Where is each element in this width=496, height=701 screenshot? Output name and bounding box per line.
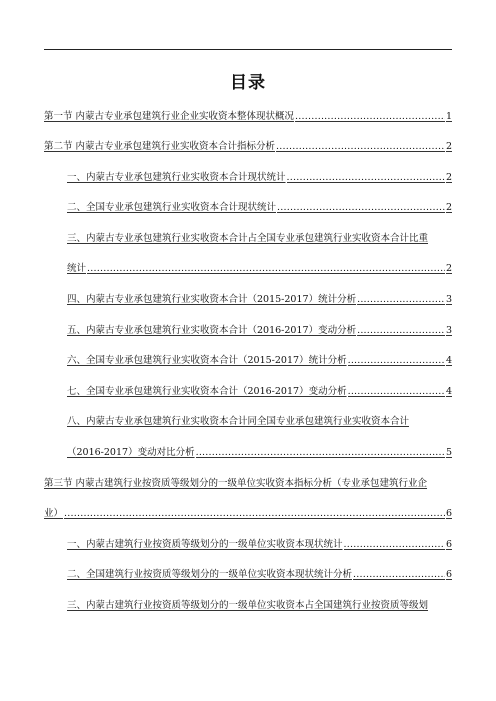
toc-entry-text: 七、全国专业承包建筑行业实收资本合计（2016-2017）变动分析 (67, 386, 347, 397)
toc-leader-dots (277, 201, 445, 215)
toc-entry[interactable] (67, 538, 452, 552)
toc-entry[interactable] (67, 171, 452, 185)
toc-entry[interactable] (67, 354, 452, 368)
toc-page-number: 6 (445, 539, 452, 550)
toc-leader-dots (344, 538, 445, 552)
toc-entry-text: 二、全国建筑行业按资质等级划分的一级单位实收资本现状统计分析 (67, 569, 353, 580)
toc-link[interactable]: 三、内蒙古建筑行业按资质等级划分的一级单位实收资本占全国建筑行业按资质等级划 (67, 600, 429, 611)
toc-entry[interactable] (67, 385, 452, 399)
toc-page-number: 6 (445, 569, 452, 580)
toc-link[interactable]: 三、内蒙古专业承包建筑行业实收资本合计占全国专业承包建筑行业实收资本合计比重 (67, 233, 429, 244)
toc-entry[interactable] (67, 446, 452, 460)
toc-link[interactable] (44, 110, 452, 124)
toc-page-number: 6 (445, 508, 452, 519)
toc-leader-dots (357, 324, 445, 338)
toc-page-number: 2 (445, 172, 452, 183)
toc-entry[interactable] (67, 324, 452, 338)
toc-entry-text: 第二节 内蒙古专业承包建筑行业实收资本合计指标分析 (44, 141, 276, 152)
toc-link[interactable] (67, 385, 452, 399)
toc-entry[interactable] (67, 293, 452, 307)
toc-leader-dots (295, 110, 445, 124)
toc-entry-first-line[interactable] (67, 415, 409, 429)
toc-link[interactable] (67, 171, 452, 185)
toc-entry-text: 一、内蒙古专业承包建筑行业实收资本合计现状统计 (67, 172, 286, 183)
toc-link[interactable] (44, 507, 452, 521)
toc-link[interactable] (67, 201, 452, 215)
toc-entry-text: 统计 (67, 263, 87, 274)
toc-leader-dots (64, 507, 445, 521)
toc-leader-dots (196, 446, 445, 460)
toc-leader-dots (353, 568, 445, 582)
toc-entry[interactable] (44, 110, 452, 124)
toc-page-number: 4 (445, 386, 452, 397)
toc-entry-text: 二、全国专业承包建筑行业实收资本合计现状统计 (67, 202, 277, 213)
toc-page-number: 2 (445, 263, 452, 274)
toc-entry[interactable] (67, 568, 452, 582)
toc-entry-text: 四、内蒙古专业承包建筑行业实收资本合计（2015-2017）统计分析 (67, 294, 357, 305)
toc-leader-dots (87, 262, 445, 276)
toc-entry-text: 六、全国专业承包建筑行业实收资本合计（2015-2017）统计分析 (67, 355, 347, 366)
toc-link[interactable] (67, 324, 452, 338)
toc-leader-dots (348, 385, 445, 399)
toc-page-number: 4 (445, 355, 452, 366)
page-title: 目录 (230, 73, 266, 93)
toc-entry[interactable] (67, 201, 452, 215)
toc-page-number: 1 (445, 111, 452, 122)
toc-link[interactable] (67, 293, 452, 307)
toc-entry-first-line[interactable] (67, 599, 428, 613)
toc-link[interactable]: 八、内蒙古专业承包建筑行业实收资本合计同全国专业承包建筑行业实收资本合计 (67, 416, 410, 427)
toc-entry[interactable] (44, 507, 452, 521)
toc-entry-text: 五、内蒙古专业承包建筑行业实收资本合计（2016-2017）变动分析 (67, 325, 357, 336)
toc-leader-dots (357, 293, 445, 307)
toc-leader-dots (276, 140, 445, 154)
toc-leader-dots (348, 354, 445, 368)
toc-entry-text: 业） (44, 508, 64, 519)
toc-entry-text: 第一节 内蒙古专业承包建筑行业企业实收资本整体现状概况 (44, 111, 295, 122)
toc-entry-text: （2016-2017）变动对比分析 (67, 447, 195, 458)
header-rule (44, 49, 452, 50)
toc-page-number: 5 (445, 447, 452, 458)
toc-entry-first-line[interactable] (44, 477, 427, 491)
toc-link[interactable] (67, 262, 452, 276)
toc-page-number: 2 (445, 202, 452, 213)
toc-link[interactable] (44, 140, 452, 154)
toc-link[interactable] (67, 446, 452, 460)
toc-page-number: 3 (445, 294, 452, 305)
toc-page-number: 2 (445, 141, 452, 152)
toc-entry-text: 一、内蒙古建筑行业按资质等级划分的一级单位实收资本现状统计 (67, 539, 343, 550)
toc-entry[interactable] (44, 140, 452, 154)
toc-link[interactable] (67, 538, 452, 552)
toc-link[interactable] (67, 568, 452, 582)
toc-entry-first-line[interactable] (67, 232, 428, 246)
toc-leader-dots (287, 171, 445, 185)
toc-entry[interactable] (67, 262, 452, 276)
toc-page-number: 3 (445, 325, 452, 336)
toc-link[interactable]: 第三节 内蒙古建筑行业按资质等级划分的一级单位实收资本指标分析（专业承包建筑行业企 (44, 478, 428, 489)
toc-link[interactable] (67, 354, 452, 368)
